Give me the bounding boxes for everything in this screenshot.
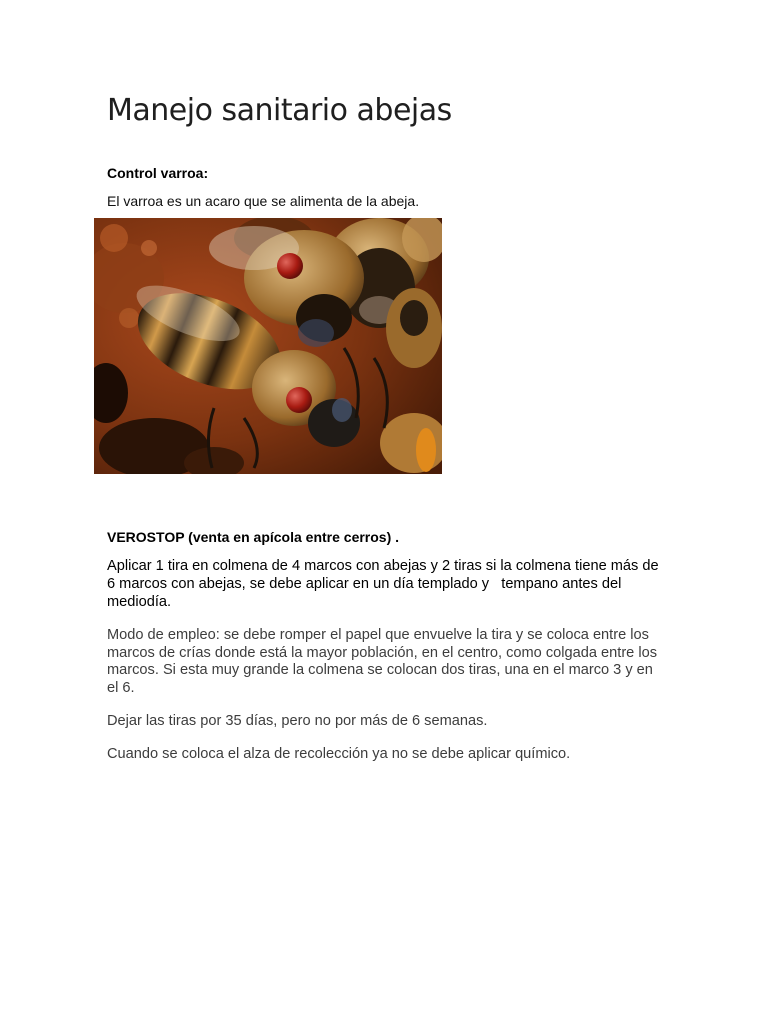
page-title: Manejo sanitario abejas xyxy=(107,93,452,128)
section-heading-verostop: VEROSTOP (venta en apícola entre cerros) . xyxy=(107,529,400,545)
section-heading-control-varroa: Control varroa: xyxy=(107,165,209,181)
bees-varroa-photo xyxy=(94,218,442,474)
intro-text: El varroa es un acaro que se alimenta de la abeja. xyxy=(107,193,420,209)
advertencia-paragraph: Cuando se coloca el alza de recolección ya no se debe aplicar químico. xyxy=(107,746,571,762)
duracion-paragraph: Dejar las tiras por 35 días, pero no por más de 6 semanas. xyxy=(107,713,488,729)
modo-de-empleo-paragraph: Modo de empleo: se debe romper el papel que envuelve la tira y se coloca entre los marcos de crías donde está la mayor población, en el centro, como colgada entre los marcos. Si esta muy grande la colmena se colocan dos tiras, una en el marco 3 y en el 6. xyxy=(107,627,658,696)
verostop-instructions: Aplicar 1 tira en colmena de 4 marcos con abejas y 2 tiras si la colmena tiene más de 6 marcos con abejas, se debe aplicar en un día templado y tempano antes del mediodía. xyxy=(107,558,663,610)
